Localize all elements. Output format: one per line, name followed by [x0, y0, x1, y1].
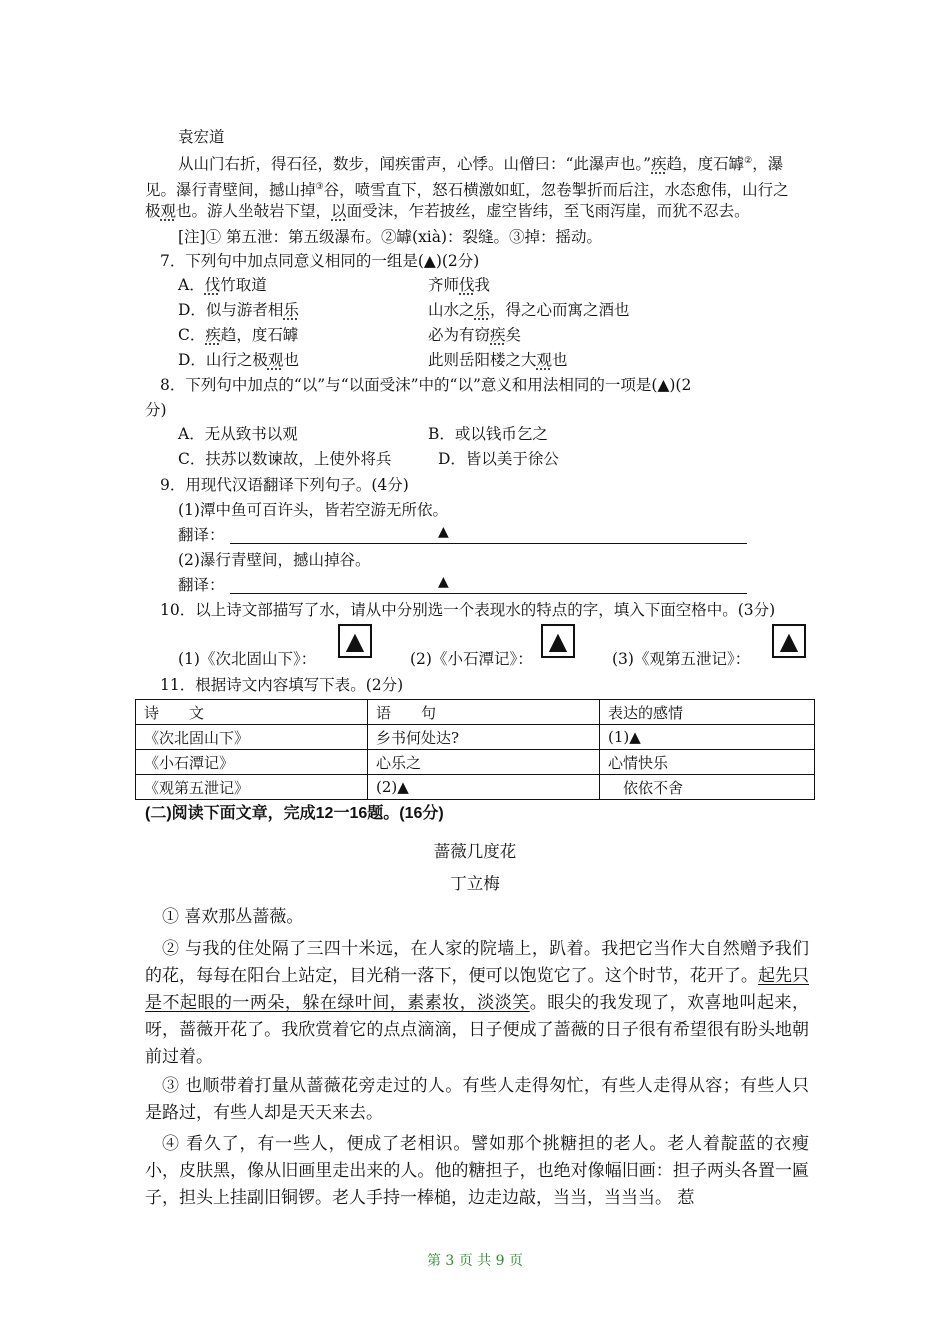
q8-opt-b: B．或以钱币乞之 — [428, 425, 548, 443]
q9-label-2: 翻译： — [178, 576, 225, 594]
table-cell: 《小石潭记》 — [136, 750, 368, 775]
answer-mark-icon: ▲ — [548, 627, 568, 655]
q7-stem: 7．下列句中加点同意义相同的一组是(▲)(2分) — [160, 252, 480, 270]
author-line: 袁宏道 — [178, 128, 225, 146]
q11-table — [135, 699, 815, 800]
table-cell[interactable]: (1)▲ — [600, 725, 815, 750]
table-row — [136, 750, 815, 775]
passage-line-2: 见。瀑行青壁间，撼山掉③谷，喷雪直下，怒石横激如虹，忽卷掣折而后注，水态愈伟，山行之 — [145, 181, 789, 200]
q7-row-a: A．伐竹取道 齐师伐我 — [178, 276, 491, 294]
q9-sentence-1: (1)潭中鱼可百许头，皆若空游无所依。 — [178, 501, 448, 519]
table-cell: 心乐之 — [368, 750, 600, 775]
table-row — [136, 775, 815, 800]
q10-item-2: (2)《小石潭记》： — [410, 650, 533, 668]
answer-mark-icon: ▲ — [438, 524, 449, 540]
q10-item-1: (1)《次北固山下》： — [178, 650, 317, 668]
q10-stem: 10．以上诗文部描写了水，请从中分别选一个表现水的特点的字，填入下面空格中。(3分) — [160, 601, 776, 619]
table-row — [136, 725, 815, 750]
q7-row-d: D．山行之极观也 此则岳阳楼之大观也 — [178, 351, 568, 369]
paragraph-3: ③ 也顺带着打量从蔷薇花旁走过的人。有些人走得匆忙，有些人走得从容；有些人只是路过，有些人却是天天来去。 — [145, 1076, 809, 1123]
q9-stem: 9．用现代汉语翻译下列句子。(4分) — [160, 476, 409, 494]
table-cell: 心情快乐 — [600, 750, 815, 775]
q10-answer-box-1[interactable] — [338, 624, 372, 658]
q7-row-b: D．似与游者相乐 山水之乐，得之心而寓之酒也 — [178, 301, 630, 319]
article-author: 丁立梅 — [450, 874, 500, 893]
table-header-cell: 语 句 — [368, 700, 600, 725]
q8-opt-a: A．无从致书以观 — [178, 425, 298, 443]
q8-stem: 8．下列句中加点的“以”与“以面受沫”中的“以”意义和用法相同的一项是(▲)(2 — [160, 376, 692, 394]
q9-answer-line-1[interactable] — [230, 543, 747, 544]
q9-sentence-2: (2)瀑行青壁间，撼山掉谷。 — [178, 551, 371, 569]
q7-row-c: C．疾趋，度石罅 必为有窃疾矣 — [178, 326, 522, 344]
q10-answer-box-3[interactable] — [772, 624, 806, 658]
page-footer: 第 3 页 共 9 页 — [426, 1253, 524, 1269]
q9-answer-line-2[interactable] — [230, 593, 747, 594]
paragraph-4: ④ 看久了，有一些人，便成了老相识。譬如那个挑糖担的老人。老人着靛蓝的衣瘦小，皮肤黑，像从旧画里走出来的人。他的糖担子，也绝对像幅旧画：担子两头各置一匾子，担头上挂副旧铜锣。老人手持一棒槌，边走边敲，当当，当当当。 惹 — [145, 1134, 809, 1208]
table-cell: 《观第五泄记》 — [136, 775, 368, 800]
table-cell: 乡书何处达? — [368, 725, 600, 750]
table-header-row — [136, 700, 815, 725]
answer-mark-icon: ▲ — [438, 574, 449, 590]
table-cell: 《次北固山下》 — [136, 725, 368, 750]
answer-mark-icon: ▲ — [345, 627, 365, 655]
passage-line-3: 极观也。游人坐敧岩下望，以面受沫，乍若披丝，虚空皆纬，至飞雨泻崖，而犹不忍去。 — [145, 202, 750, 220]
passage-line-1: 从山门右折，得石径，数步，闻疾雷声，心悸。山僧曰：“此瀑声也。”疾趋，度石罅②，瀑 — [178, 155, 784, 174]
q8-opt-c: C．扶苏以数谏故，上使外将兵 — [178, 450, 392, 468]
q9-label-1: 翻译： — [178, 526, 225, 544]
q11-stem: 11．根据诗文内容填写下表。(2分) — [160, 676, 404, 694]
q10-answer-box-2[interactable] — [541, 624, 575, 658]
q8-stem-cont: 分) — [145, 401, 167, 419]
table-cell[interactable]: (2)▲ — [368, 775, 600, 800]
table-header-cell: 诗 文 — [136, 700, 368, 725]
table-cell: 依依不舍 — [600, 775, 815, 800]
table-header-cell: 表达的感情 — [600, 700, 815, 725]
paragraph-2: ② 与我的住处隔了三四十米远，在人家的院墙上，趴着。我把它当作大自然赠予我们的花，每每在阳台上站定，目光稍一落下，便可以饱览它了。这个时节，花开了。起先只是不起眼的一两朵，躲在绿叶间，素素妆，淡淡笑。眼尖的我发现了，欢喜地叫起来，呀，蔷薇开花了。我欣赏着它的点点滴滴，日子便成了蔷薇的日子很有希望很有盼头地朝前过着。 — [145, 939, 810, 1067]
paragraph-1: ① 喜欢那丛蔷薇。 — [162, 907, 304, 927]
q10-item-3: (3)《观第五泄记》： — [612, 650, 751, 668]
underlined-sentence: 起先只是不起眼的一两朵，躲在绿叶间，素素妆，淡淡笑 — [145, 966, 810, 1013]
q8-opt-d: D．皆以美于徐公 — [438, 450, 559, 468]
section-heading: (二)阅读下面文章，完成12一16题。(16分) — [145, 805, 444, 822]
passage-note: [注]① 第五泄：第五级瀑布。②罅(xià)：裂缝。③掉：摇动。 — [178, 228, 603, 246]
answer-mark-icon: ▲ — [779, 627, 799, 655]
article-title: 蔷薇几度花 — [433, 842, 517, 861]
